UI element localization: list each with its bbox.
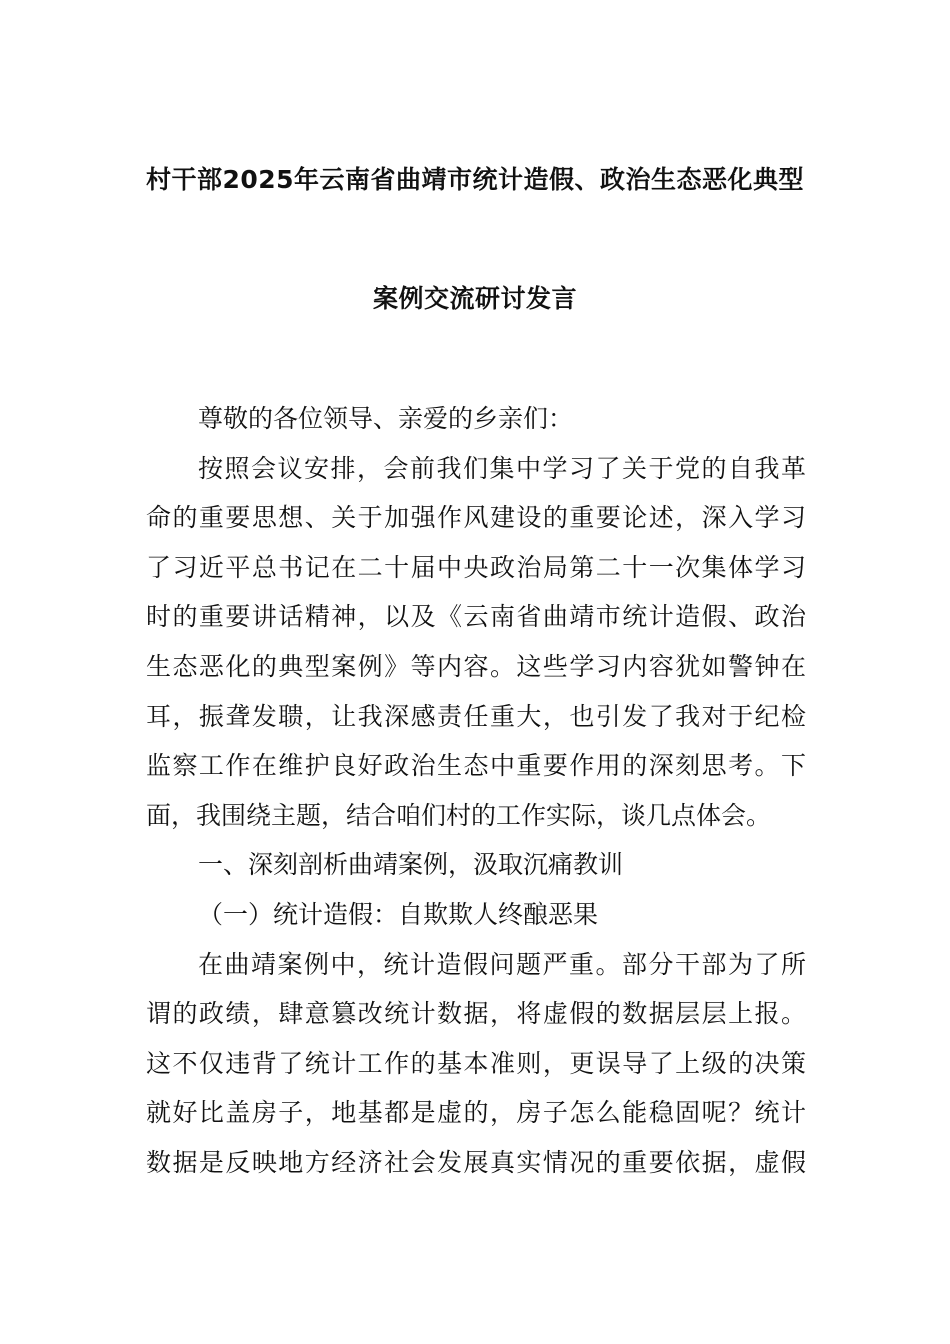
paragraph-line: 了习近平总书记在二十届中央政治局第二十一次集体学习 (146, 552, 806, 582)
document-title-line-1: 村干部2025年云南省曲靖市统计造假、政治生态恶化典型 (145, 165, 805, 194)
paragraph-line: 监察工作在维护良好政治生态中重要作用的深刻思考。下 (146, 751, 806, 781)
paragraph-line: 命的重要思想、关于加强作风建设的重要论述，深入学习 (146, 503, 806, 533)
paragraph-line: 在曲靖案例中，统计造假问题严重。部分干部为了所 (198, 949, 806, 979)
paragraph-line: 数据是反映地方经济社会发展真实情况的重要依据，虚假 (146, 1147, 806, 1177)
paragraph-line: 按照会议安排，会前我们集中学习了关于党的自我革 (198, 453, 806, 483)
salutation: 尊敬的各位领导、亲爱的乡亲们： (198, 404, 574, 433)
paragraph-line: 生态恶化的典型案例》等内容。这些学习内容犹如警钟在 (146, 651, 806, 681)
paragraph-line: 时的重要讲话精神，以及《云南省曲靖市统计造假、政治 (146, 602, 806, 632)
document-title-line-2: 案例交流研讨发言 (372, 284, 577, 313)
document-body (146, 394, 806, 1188)
subsection-heading: （一）统计造假：自欺欺人终酿恶果 (198, 899, 599, 929)
paragraph-line: 耳，振聋发聩，让我深感责任重大，也引发了我对于纪检 (146, 701, 806, 731)
section-heading: 一、深刻剖析曲靖案例，汲取沉痛教训 (198, 850, 624, 880)
paragraph-line: 面，我围绕主题，结合咱们村的工作实际，谈几点体会。 (146, 800, 772, 830)
paragraph-line: 就好比盖房子，地基都是虚的，房子怎么能稳固呢？统计 (146, 1098, 806, 1128)
paragraph-line: 这不仅违背了统计工作的基本准则，更误导了上级的决策 (146, 1048, 806, 1078)
paragraph-line: 谓的政绩，肆意篡改统计数据，将虚假的数据层层上报。 (146, 999, 806, 1029)
